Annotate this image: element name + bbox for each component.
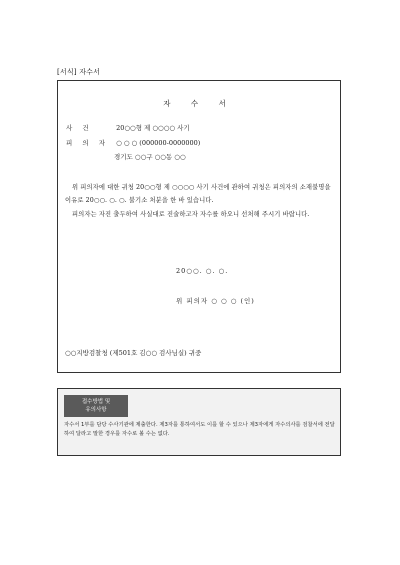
- suspect-address: 경기도 ○○구 ○○동 ○○: [114, 153, 186, 161]
- notice-text: 자수서 1부를 담당 수사기관에 제출한다. 제3자를 통하여서도 이를 할 수 있으나 제3자에게 자수의사를 검찰서에 전달하여 달라고 말한 경우를 자수로 볼 수는 없다.: [64, 422, 335, 437]
- body-paragraph-2: 피의자는 자진 출두하여 사실대로 진술하고자 자수를 하오니 선처해 주시기 바랍니다.: [72, 211, 310, 218]
- notice-tag-line-1: 접수방법 및: [81, 399, 111, 405]
- notice-tag-line-2: 유의사항: [85, 407, 107, 413]
- signature-line: 위 피의자 ○ ○ ○ (인): [176, 297, 255, 305]
- case-value: 20○○형 제 ○○○○ 사기: [116, 124, 190, 132]
- addressee: ○○지방검찰청 (제501호 김○○ 검사님실) 귀중: [65, 349, 202, 357]
- case-row: [66, 123, 190, 132]
- document-box: [57, 80, 341, 373]
- document-title: 자 수 서: [163, 99, 235, 108]
- body-paragraph-1: 위 피의자에 대한 귀청 20○○형 제 ○○○○ 사기 사건에 관하여 귀청은 피의자의 소재불명을 이유로 20○○. ○. ○. 불기소 처분을 한 바 있습니다.: [65, 184, 331, 204]
- document-date: 20○○. ○. ○.: [176, 267, 229, 275]
- notice-box: [57, 388, 341, 456]
- form-label: [서식] 자수서: [57, 68, 101, 76]
- case-label: 사 건: [66, 124, 93, 132]
- suspect-value: ○ ○ ○ (000000-0000000): [116, 139, 201, 147]
- suspect-label: 피 의 자: [66, 139, 109, 147]
- suspect-row: [66, 138, 200, 147]
- notice-tag: [64, 395, 128, 417]
